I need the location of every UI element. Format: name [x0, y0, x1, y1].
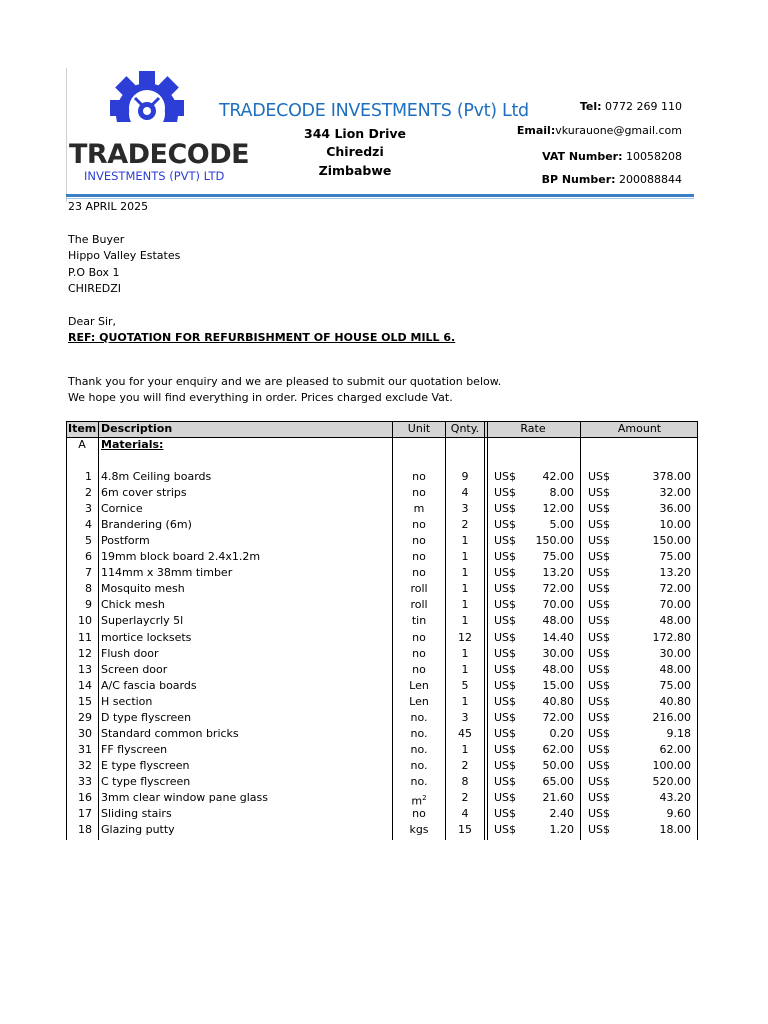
header-amount: Amount [617, 422, 662, 435]
table-row [66, 549, 698, 565]
table-row [66, 806, 698, 822]
section-title: Materials: [101, 438, 164, 451]
cell-amount: 9.60 [666, 807, 691, 820]
cell-qty: 4 [461, 486, 469, 499]
cell-unit: no [412, 631, 426, 644]
cell-amount: 520.00 [652, 775, 691, 788]
cell-rate-currency: US$ [494, 807, 517, 820]
recipient-line-1: The Buyer [68, 233, 125, 246]
cell-rate: 13.20 [542, 566, 574, 579]
cell-amount: 32.00 [659, 486, 691, 499]
cell-qty: 3 [461, 502, 469, 515]
table-row [66, 726, 698, 742]
cell-amount: 75.00 [659, 550, 691, 563]
cell-rate-currency: US$ [494, 598, 517, 611]
cell-amount: 150.00 [652, 534, 691, 547]
cell-rate-currency: US$ [494, 743, 517, 756]
grid-double-2 [487, 421, 488, 840]
cell-description: FF flyscreen [101, 743, 168, 756]
cell-rate-currency: US$ [494, 791, 517, 804]
table-row [66, 613, 698, 629]
cell-rate: 2.40 [549, 807, 574, 820]
company-name: TRADECODE INVESTMENTS (Pvt) Ltd [219, 101, 529, 121]
cell-amount-currency: US$ [588, 807, 611, 820]
cell-unit: roll [410, 582, 428, 595]
table-row [66, 758, 698, 774]
table-row [66, 517, 698, 533]
address-line-2: Chiredzi [326, 144, 384, 159]
section-row [66, 437, 698, 453]
cell-amount: 43.20 [659, 791, 691, 804]
cell-amount-currency: US$ [588, 598, 611, 611]
cell-qty: 1 [461, 550, 469, 563]
cell-rate: 65.00 [542, 775, 574, 788]
cell-item: 3 [85, 502, 92, 515]
cell-rate: 40.80 [542, 695, 574, 708]
cell-amount: 75.00 [659, 679, 691, 692]
grid-vline [392, 421, 393, 840]
cell-item: 12 [78, 647, 92, 660]
cell-amount: 36.00 [659, 502, 691, 515]
cell-unit: no. [410, 759, 428, 772]
header-description: Description [101, 422, 173, 435]
cell-unit: Len [409, 679, 429, 692]
cell-description: Cornice [101, 502, 143, 515]
cell-rate: 70.00 [542, 598, 574, 611]
table-row [66, 485, 698, 501]
cell-rate-currency: US$ [494, 614, 517, 627]
cell-item: 10 [78, 614, 92, 627]
cell-rate: 48.00 [542, 614, 574, 627]
cell-qty: 45 [458, 727, 472, 740]
cell-amount-currency: US$ [588, 711, 611, 724]
table-row [66, 710, 698, 726]
logo-subtitle: INVESTMENTS (PVT) LTD [84, 169, 225, 183]
cell-rate: 21.60 [542, 791, 574, 804]
cell-rate-currency: US$ [494, 775, 517, 788]
cell-description: 3mm clear window pane glass [101, 791, 268, 804]
table-header [66, 421, 698, 437]
table-row [66, 694, 698, 710]
cell-qty: 1 [461, 663, 469, 676]
cell-unit: no [412, 534, 426, 547]
cell-description: 114mm x 38mm timber [101, 566, 233, 579]
cell-amount: 70.00 [659, 598, 691, 611]
cell-qty: 4 [461, 807, 469, 820]
header-unit: Unit [407, 422, 431, 435]
cell-rate-currency: US$ [494, 679, 517, 692]
cell-description: Brandering (6m) [101, 518, 192, 531]
cell-amount-currency: US$ [588, 631, 611, 644]
cell-qty: 15 [458, 823, 472, 836]
table-row [66, 790, 698, 806]
cell-description: 6m cover strips [101, 486, 187, 499]
grid-vline [580, 421, 581, 840]
cell-unit: no [412, 807, 426, 820]
body-line-2: We hope you will find everything in order. Prices charged exclude Vat. [68, 391, 453, 404]
cell-amount: 40.80 [659, 695, 691, 708]
contact-bp: BP Number: 200088844 [541, 173, 682, 186]
cell-amount-currency: US$ [588, 727, 611, 740]
cell-unit: kgs [409, 823, 429, 836]
cell-rate: 15.00 [542, 679, 574, 692]
cell-description: Superlaycrly 5l [101, 614, 184, 627]
cell-item: 13 [78, 663, 92, 676]
cell-rate: 150.00 [535, 534, 574, 547]
cell-rate-currency: US$ [494, 486, 517, 499]
cell-qty: 1 [461, 598, 469, 611]
cell-item: 9 [85, 598, 92, 611]
cell-description: E type flyscreen [101, 759, 190, 772]
cell-rate: 62.00 [542, 743, 574, 756]
cell-amount: 72.00 [659, 582, 691, 595]
cell-rate: 72.00 [542, 711, 574, 724]
cell-description: C type flyscreen [101, 775, 191, 788]
cell-amount-currency: US$ [588, 614, 611, 627]
table-row [66, 774, 698, 790]
cell-amount: 48.00 [659, 663, 691, 676]
grid-double-1 [484, 421, 485, 840]
cell-rate-currency: US$ [494, 566, 517, 579]
unit-text: m [411, 794, 423, 808]
cell-description: Screen door [101, 663, 168, 676]
cell-qty: 2 [461, 759, 469, 772]
cell-qty: 2 [461, 791, 469, 804]
cell-qty: 1 [461, 614, 469, 627]
header-qty: Qnty. [450, 422, 480, 435]
cell-qty: 1 [461, 743, 469, 756]
grid-vline [66, 421, 67, 840]
section-item: A [78, 438, 86, 451]
cell-rate: 14.40 [542, 631, 574, 644]
cell-amount-currency: US$ [588, 566, 611, 579]
cell-item: 5 [85, 534, 92, 547]
table-row [66, 597, 698, 613]
cell-unit: Len [409, 695, 429, 708]
cell-unit: no. [410, 743, 428, 756]
cell-amount-currency: US$ [588, 695, 611, 708]
cell-amount-currency: US$ [588, 743, 611, 756]
body-line-1: Thank you for your enquiry and we are pleased to submit our quotation below. [68, 375, 502, 388]
cell-rate-currency: US$ [494, 727, 517, 740]
cell-rate-currency: US$ [494, 647, 517, 660]
table-row [66, 581, 698, 597]
cell-amount-currency: US$ [588, 534, 611, 547]
table-row [66, 501, 698, 517]
cell-amount-currency: US$ [588, 550, 611, 563]
cell-qty: 1 [461, 534, 469, 547]
cell-unit: roll [410, 598, 428, 611]
cell-rate: 8.00 [549, 486, 574, 499]
cell-qty: 1 [461, 695, 469, 708]
cell-rate: 75.00 [542, 550, 574, 563]
contact-email: Email:vkurauone@gmail.com [516, 124, 682, 137]
cell-qty: 9 [461, 470, 469, 483]
logo-wordmark: TRADECODE [69, 139, 250, 170]
cell-unit: no [412, 486, 426, 499]
cell-unit: no. [410, 775, 428, 788]
cell-amount: 18.00 [659, 823, 691, 836]
cell-rate-currency: US$ [494, 759, 517, 772]
cell-qty: 12 [458, 631, 472, 644]
cell-item: 16 [78, 791, 92, 804]
cell-amount-currency: US$ [588, 518, 611, 531]
cell-unit: no [412, 663, 426, 676]
cell-item: 30 [78, 727, 92, 740]
cell-amount-currency: US$ [588, 486, 611, 499]
cell-item: 1 [85, 470, 92, 483]
cell-item: 2 [85, 486, 92, 499]
cell-rate-currency: US$ [494, 695, 517, 708]
cell-rate: 5.00 [549, 518, 574, 531]
cell-unit: no. [410, 727, 428, 740]
cell-qty: 3 [461, 711, 469, 724]
cell-item: 31 [78, 743, 92, 756]
cell-rate: 1.20 [549, 823, 574, 836]
cell-rate: 50.00 [542, 759, 574, 772]
cell-rate-currency: US$ [494, 502, 517, 515]
cell-rate-currency: US$ [494, 550, 517, 563]
cell-rate: 42.00 [542, 470, 574, 483]
cell-amount: 13.20 [659, 566, 691, 579]
cell-amount: 216.00 [652, 711, 691, 724]
cell-description: Chick mesh [101, 598, 165, 611]
cell-item: 4 [85, 518, 92, 531]
cell-qty: 1 [461, 566, 469, 579]
cell-unit: no [412, 470, 426, 483]
reference-line: REF: QUOTATION FOR REFURBISHMENT OF HOUSE OLD MILL 6. [68, 331, 456, 344]
cell-amount-currency: US$ [588, 679, 611, 692]
cell-rate-currency: US$ [494, 711, 517, 724]
recipient-line-3: P.O Box 1 [68, 266, 120, 279]
cell-item: 15 [78, 695, 92, 708]
cell-unit: tin [411, 614, 427, 627]
cell-description: Mosquito mesh [101, 582, 185, 595]
cell-amount: 48.00 [659, 614, 691, 627]
cell-description: Flush door [101, 647, 159, 660]
cell-description: H section [101, 695, 153, 708]
grid-header-bottom [66, 437, 698, 438]
cell-rate: 48.00 [542, 663, 574, 676]
cell-description: 4.8m Ceiling boards [101, 470, 212, 483]
cell-description: Glazing putty [101, 823, 175, 836]
cell-unit: no [412, 566, 426, 579]
cell-amount: 62.00 [659, 743, 691, 756]
cell-amount-currency: US$ [588, 759, 611, 772]
grid-vline [445, 421, 446, 840]
cell-description: Sliding stairs [101, 807, 172, 820]
grid-top [66, 421, 698, 422]
table-row [66, 630, 698, 646]
cell-item: 11 [78, 631, 92, 644]
recipient-line-2: Hippo Valley Estates [68, 249, 181, 262]
cell-rate-currency: US$ [494, 534, 517, 547]
table-row [66, 646, 698, 662]
cell-unit: no. [410, 711, 428, 724]
table-row [66, 662, 698, 678]
cell-amount: 100.00 [652, 759, 691, 772]
cell-rate-currency: US$ [494, 470, 517, 483]
cell-unit: no [412, 550, 426, 563]
salutation: Dear Sir, [68, 315, 117, 328]
cell-unit [393, 790, 445, 806]
cell-amount: 9.18 [666, 727, 691, 740]
table-row [66, 742, 698, 758]
cell-item: 14 [78, 679, 92, 692]
header-rule [66, 194, 694, 197]
cell-description: Standard common bricks [101, 727, 239, 740]
cell-qty: 2 [461, 518, 469, 531]
header-item: Item [68, 422, 97, 435]
cell-amount-currency: US$ [588, 470, 611, 483]
grid-vline-right [697, 421, 698, 840]
unit-superscript: 2 [422, 794, 427, 802]
address-line-3: Zimbabwe [318, 163, 392, 178]
grid-vline [98, 421, 99, 840]
letter-date: 23 APRIL 2025 [68, 200, 149, 213]
table-row [66, 533, 698, 549]
cell-rate: 30.00 [542, 647, 574, 660]
cell-item: 29 [78, 711, 92, 724]
cell-qty: 8 [461, 775, 469, 788]
cell-rate-currency: US$ [494, 518, 517, 531]
table-row [66, 822, 698, 838]
cell-item: 7 [85, 566, 92, 579]
cell-qty: 1 [461, 582, 469, 595]
cell-rate: 0.20 [549, 727, 574, 740]
contact-tel: Tel: 0772 269 110 [579, 100, 682, 113]
cell-amount: 10.00 [659, 518, 691, 531]
cell-amount-currency: US$ [588, 775, 611, 788]
cell-amount-currency: US$ [588, 582, 611, 595]
cell-rate-currency: US$ [494, 663, 517, 676]
cell-description: Postform [101, 534, 150, 547]
cell-amount-currency: US$ [588, 647, 611, 660]
cell-amount: 378.00 [652, 470, 691, 483]
cell-description: A/C fascia boards [101, 679, 197, 692]
cell-item: 32 [78, 759, 92, 772]
cell-item: 8 [85, 582, 92, 595]
cell-unit: no [412, 647, 426, 660]
header-rule-thin [66, 198, 694, 199]
cell-item: 17 [78, 807, 92, 820]
recipient-line-4: CHIREDZI [68, 282, 122, 295]
cell-description: D type flyscreen [101, 711, 192, 724]
cell-amount-currency: US$ [588, 663, 611, 676]
cell-rate-currency: US$ [494, 582, 517, 595]
address-line-1: 344 Lion Drive [304, 126, 406, 141]
cell-unit: m [413, 502, 425, 515]
cell-amount: 172.80 [652, 631, 691, 644]
contact-vat: VAT Number: 10058208 [542, 150, 682, 163]
header-rate: Rate [520, 422, 546, 435]
cell-unit: no [412, 518, 426, 531]
cell-rate: 12.00 [542, 502, 574, 515]
table-row [66, 565, 698, 581]
cell-item: 33 [78, 775, 92, 788]
cell-amount: 30.00 [659, 647, 691, 660]
cell-amount-currency: US$ [588, 791, 611, 804]
cell-description: 19mm block board 2.4x1.2m [101, 550, 261, 563]
cell-rate-currency: US$ [494, 631, 517, 644]
cell-item: 18 [78, 823, 92, 836]
cell-amount-currency: US$ [588, 823, 611, 836]
cell-description: mortice locksets [101, 631, 192, 644]
cell-qty: 1 [461, 647, 469, 660]
table-row [66, 469, 698, 485]
cell-amount-currency: US$ [588, 502, 611, 515]
cell-qty: 5 [461, 679, 469, 692]
cell-rate: 72.00 [542, 582, 574, 595]
table-row [66, 678, 698, 694]
cell-rate-currency: US$ [494, 823, 517, 836]
cell-item: 6 [85, 550, 92, 563]
